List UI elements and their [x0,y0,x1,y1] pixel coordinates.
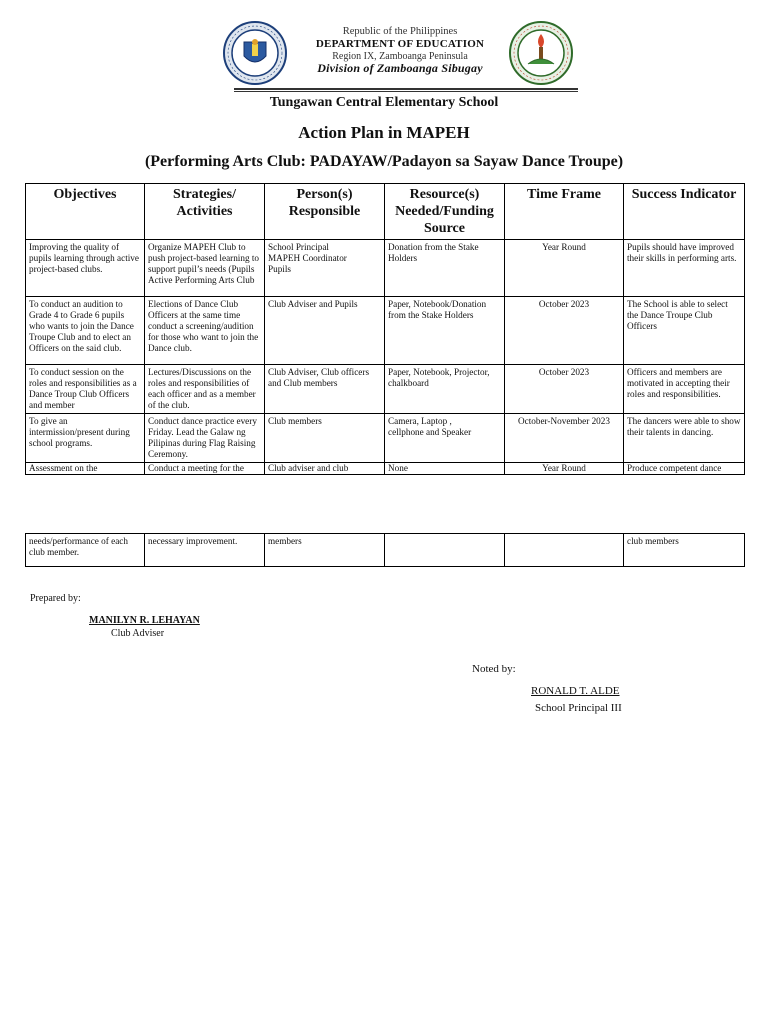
cell-objective: Assessment on the [26,463,145,475]
cell-time-frame: October 2023 [505,297,624,365]
cell-time-frame: Year Round [505,463,624,475]
cell-person: School Principal MAPEH Coordinator Pupils [265,240,385,297]
cell-success: The School is able to select the Dance Troupe Club Officers [624,297,745,365]
cell-strategy: Conduct a meeting for the [145,463,265,475]
page-subtitle: (Performing Arts Club: PADAYAW/Padayon sa Sayaw Dance Troupe) [144,153,624,170]
deped-seal-logo [222,20,288,86]
school-name: Tungawan Central Elementary School [269,95,499,110]
cell-resource: Paper, Notebook, Projector, chalkboard [385,365,505,414]
cell-success: Officers and members are motivated in accepting their roles and responsibilities. [624,365,745,414]
cell-objective: To conduct an audition to Grade 4 to Grade 6 pupils who wants to join the Dance Troupe Club and to elect an Officers on the said club. [26,297,145,365]
department-text: DEPARTMENT OF EDUCATION [315,38,485,51]
cell-success: Produce competent dance [624,463,745,475]
cell-resource: Camera, Laptop , cellphone and Speaker [385,414,505,463]
cell-strategy: Organize MAPEH Club to push project-based learning to support pupil’s needs (Pupils Active Performing Arts Club [145,240,265,297]
cell-objective: needs/performance of each club member. [26,534,145,567]
cell-resource: Donation from the Stake Holders [385,240,505,297]
header-success-indicator: Success Indicator [624,184,745,240]
prepared-by-label: Prepared by: [30,593,81,604]
table-header-row [26,184,745,240]
table-row [26,365,745,414]
table-row [26,463,745,475]
table-row [26,297,745,365]
letterhead-text [288,26,512,76]
table-row [26,414,745,463]
cell-success: The dancers were able to show their talents in dancing. [624,414,745,463]
action-plan-table-continuation [25,533,745,567]
cell-time-frame [505,534,624,567]
table-row [26,534,745,567]
cell-time-frame: Year Round [505,240,624,297]
division-text: Division of Zamboanga Sibugay [317,61,483,76]
cell-strategy: Lectures/Discussions on the roles and responsibilities of each officer and as a member of the club. [145,365,265,414]
cell-resource [385,534,505,567]
cell-objective: To conduct session on the roles and responsibilities as a Dance Troup Club Officers and member [26,365,145,414]
noted-by-label: Noted by: [472,663,516,675]
page-title: Action Plan in MAPEH [298,123,470,142]
action-plan-table [25,183,745,475]
cell-strategy: Elections of Dance Club Officers at the same time conduct a screening/audition for those who want to join the Dance club. [145,297,265,365]
prepared-by-role: Club Adviser [111,628,165,639]
cell-objective: To give an intermission/present during school programs. [26,414,145,463]
cell-strategy: necessary improvement. [145,534,265,567]
table-row [26,240,745,297]
header-time-frame: Time Frame [505,184,624,240]
header-strategies: Strategies/ Activities [145,184,265,240]
letterhead-rule [234,88,578,92]
cell-success: Pupils should have improved their skills in performing arts. [624,240,745,297]
cell-time-frame: October-November 2023 [505,414,624,463]
header-persons: Person(s) Responsible [265,184,385,240]
cell-person: Club Adviser, Club officers and Club members [265,365,385,414]
prepared-by-name: MANILYN R. LEHAYAN [89,615,200,626]
header-objectives: Objectives [26,184,145,240]
republic-text: Republic of the Philippines [342,26,458,37]
cell-person: Club Adviser and Pupils [265,297,385,365]
cell-person: Club adviser and club [265,463,385,475]
region-text: Region IX, Zamboanga Peninsula [332,50,468,62]
cell-strategy: Conduct dance practice every Friday. Lead the Galaw ng Pilipinas during Flag Raising Ceremony. [145,414,265,463]
cell-success: club members [624,534,745,567]
cell-person: members [265,534,385,567]
cell-objective: Improving the quality of pupils learning through active project-based clubs. [26,240,145,297]
letterhead [222,20,578,88]
division-seal-logo [508,20,574,86]
noted-by-role: School Principal III [535,702,622,714]
noted-by-name: RONALD T. ALDE [531,685,620,697]
cell-resource: Paper, Notebook/Donation from the Stake Holders [385,297,505,365]
cell-time-frame: October 2023 [505,365,624,414]
header-resources: Resource(s) Needed/Funding Source [385,184,505,240]
cell-resource: None [385,463,505,475]
cell-person: Club members [265,414,385,463]
